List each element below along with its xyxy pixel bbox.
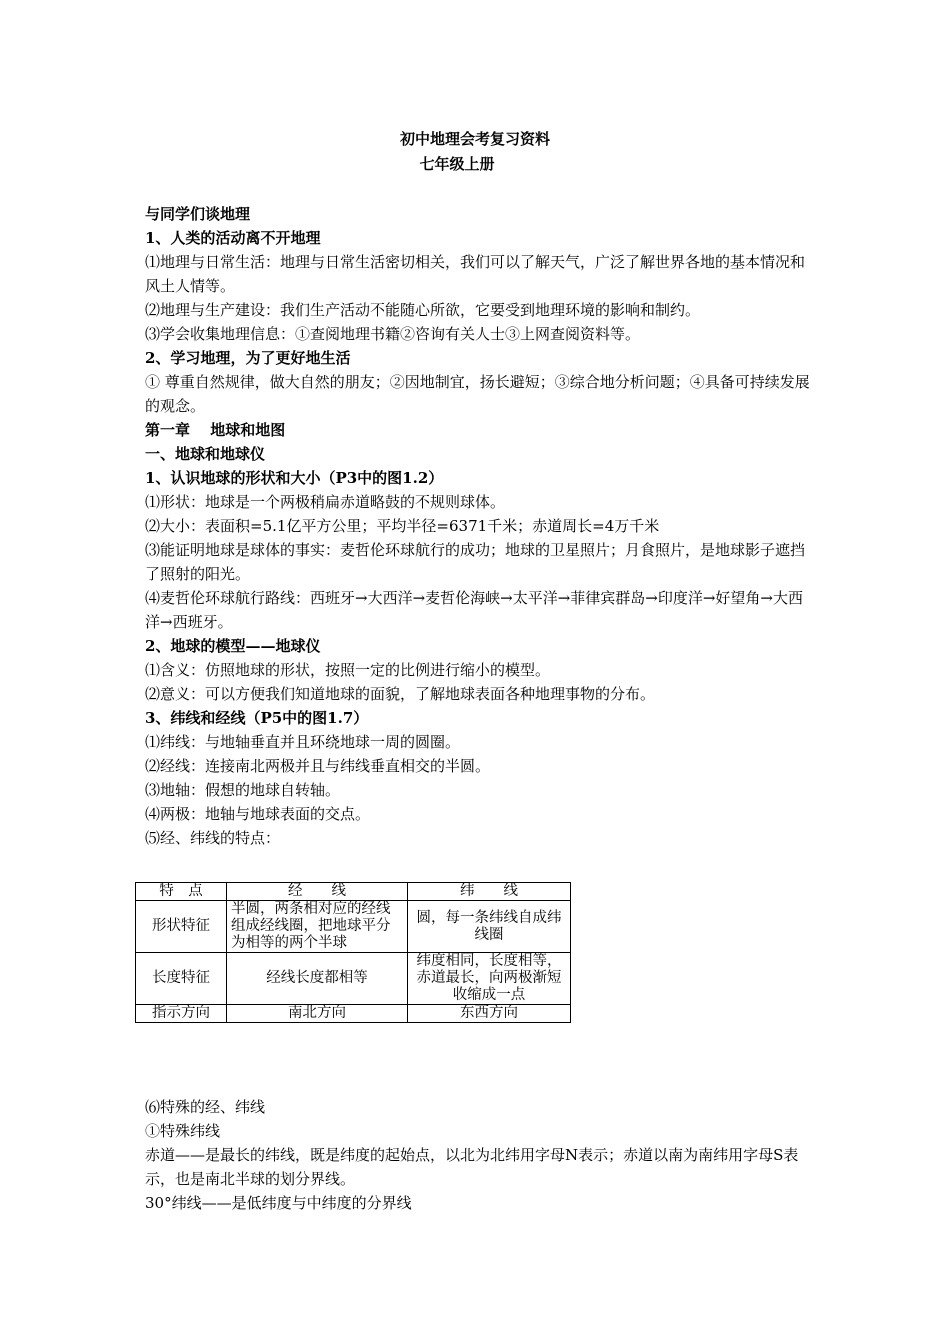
table-row: [136, 953, 571, 1005]
paragraph: ⑷两极：地轴与地球表面的交点。: [145, 805, 371, 823]
table-header-cell: 特 点: [136, 883, 227, 901]
table-cell: 长度特征: [136, 953, 227, 1005]
paragraph: ⑴地理与日常生活：地理与日常生活密切相关，我们可以了解天气，广泛了解世界各地的基本情况和风土人情等。: [145, 253, 806, 295]
paragraph: ⑴形状：地球是一个两极稍扁赤道略鼓的不规则球体。: [145, 493, 506, 511]
paragraph: ⑴纬线：与地轴垂直并且环绕地球一周的圆圈。: [145, 733, 461, 751]
table-row: [136, 1005, 571, 1023]
paragraph: ⑸经、纬线的特点：: [145, 829, 281, 847]
paragraph: ⑵地理与生产建设：我们生产活动不能随心所欲，它要受到地理环境的影响和制约。: [145, 301, 701, 319]
section-heading: 一、地球和地球仪: [145, 445, 266, 463]
section-heading: 1、认识地球的形状和大小（P3中的图1.2）: [145, 469, 444, 487]
meridian-parallel-table: [135, 882, 571, 1023]
table-cell: 指示方向: [136, 1005, 227, 1023]
paragraph: ⑶学会收集地理信息：①查阅地理书籍②咨询有关人士③上网查阅资料等。: [145, 325, 641, 343]
table-cell: 经线长度都相等: [227, 953, 408, 1005]
paragraph: 30°纬线——是低纬度与中纬度的分界线: [145, 1194, 412, 1212]
body-text: [145, 202, 810, 850]
section-heading: 1、人类的活动离不开地理: [145, 229, 321, 247]
section-heading: 2、地球的模型——地球仪: [145, 637, 321, 655]
table-cell: 形状特征: [136, 901, 227, 953]
paragraph: 赤道——是最长的纬线，既是纬度的起始点，以北为北纬用字母N表示；赤道以南为南纬用字母S表示，也是南北半球的划分界线。: [145, 1146, 799, 1188]
table-cell: 纬度相同，长度相等，赤道最长，向两极渐短收缩成一点: [408, 953, 571, 1005]
section-heading: 2、学习地理，为了更好地生活: [145, 349, 351, 367]
document-subtitle: 七年级上册: [419, 155, 495, 173]
paragraph: ①特殊纬线: [145, 1122, 221, 1140]
paragraph: ⑴含义：仿照地球的形状，按照一定的比例进行缩小的模型。: [145, 661, 551, 679]
table-header-row: [136, 883, 571, 901]
table-cell: 圆，每一条纬线自成纬线圈: [408, 901, 571, 953]
table-cell: 半圆，两条相对应的经线组成经线圈，把地球平分为相等的两个半球: [227, 901, 408, 953]
table-row: [136, 901, 571, 953]
paragraph: ⑶地轴：假想的地球自转轴。: [145, 781, 341, 799]
section-heading: 3、纬线和经线（P5中的图1.7）: [145, 709, 369, 727]
paragraph: ⑵大小：表面积=5.1亿平方公里；平均半径=6371千米；赤道周长=4万千米: [145, 517, 660, 535]
document-title: 初中地理会考复习资料: [399, 130, 550, 148]
table-header-cell: 纬 线: [408, 883, 571, 901]
paragraph: ⑵意义：可以方便我们知道地球的面貌，了解地球表面各种地理事物的分布。: [145, 685, 656, 703]
section-heading: 与同学们谈地理: [145, 205, 251, 223]
paragraph: ⑶能证明地球是球体的事实：麦哲伦环球航行的成功；地球的卫星照片；月食照片，是地球影子遮挡了照射的阳光。: [145, 541, 806, 583]
paragraph: ⑵经线：连接南北两极并且与纬线垂直相交的半圆。: [145, 757, 491, 775]
lower-text: [145, 1095, 810, 1215]
paragraph: ⑹特殊的经、纬线: [145, 1098, 266, 1116]
section-heading: 第一章 地球和地图: [145, 421, 286, 439]
paragraph: ⑷麦哲伦环球航行路线：西班牙→大西洋→麦哲伦海峡→太平洋→菲律宾群岛→印度洋→好望角→大西洋→西班牙。: [145, 589, 803, 631]
paragraph: ① 尊重自然规律，做大自然的朋友；②因地制宜，扬长避短；③综合地分析问题；④具备可持续发展的观念。: [145, 373, 810, 415]
table-cell: 东西方向: [408, 1005, 571, 1023]
table-header-cell: 经 线: [227, 883, 408, 901]
table-cell: 南北方向: [227, 1005, 408, 1023]
